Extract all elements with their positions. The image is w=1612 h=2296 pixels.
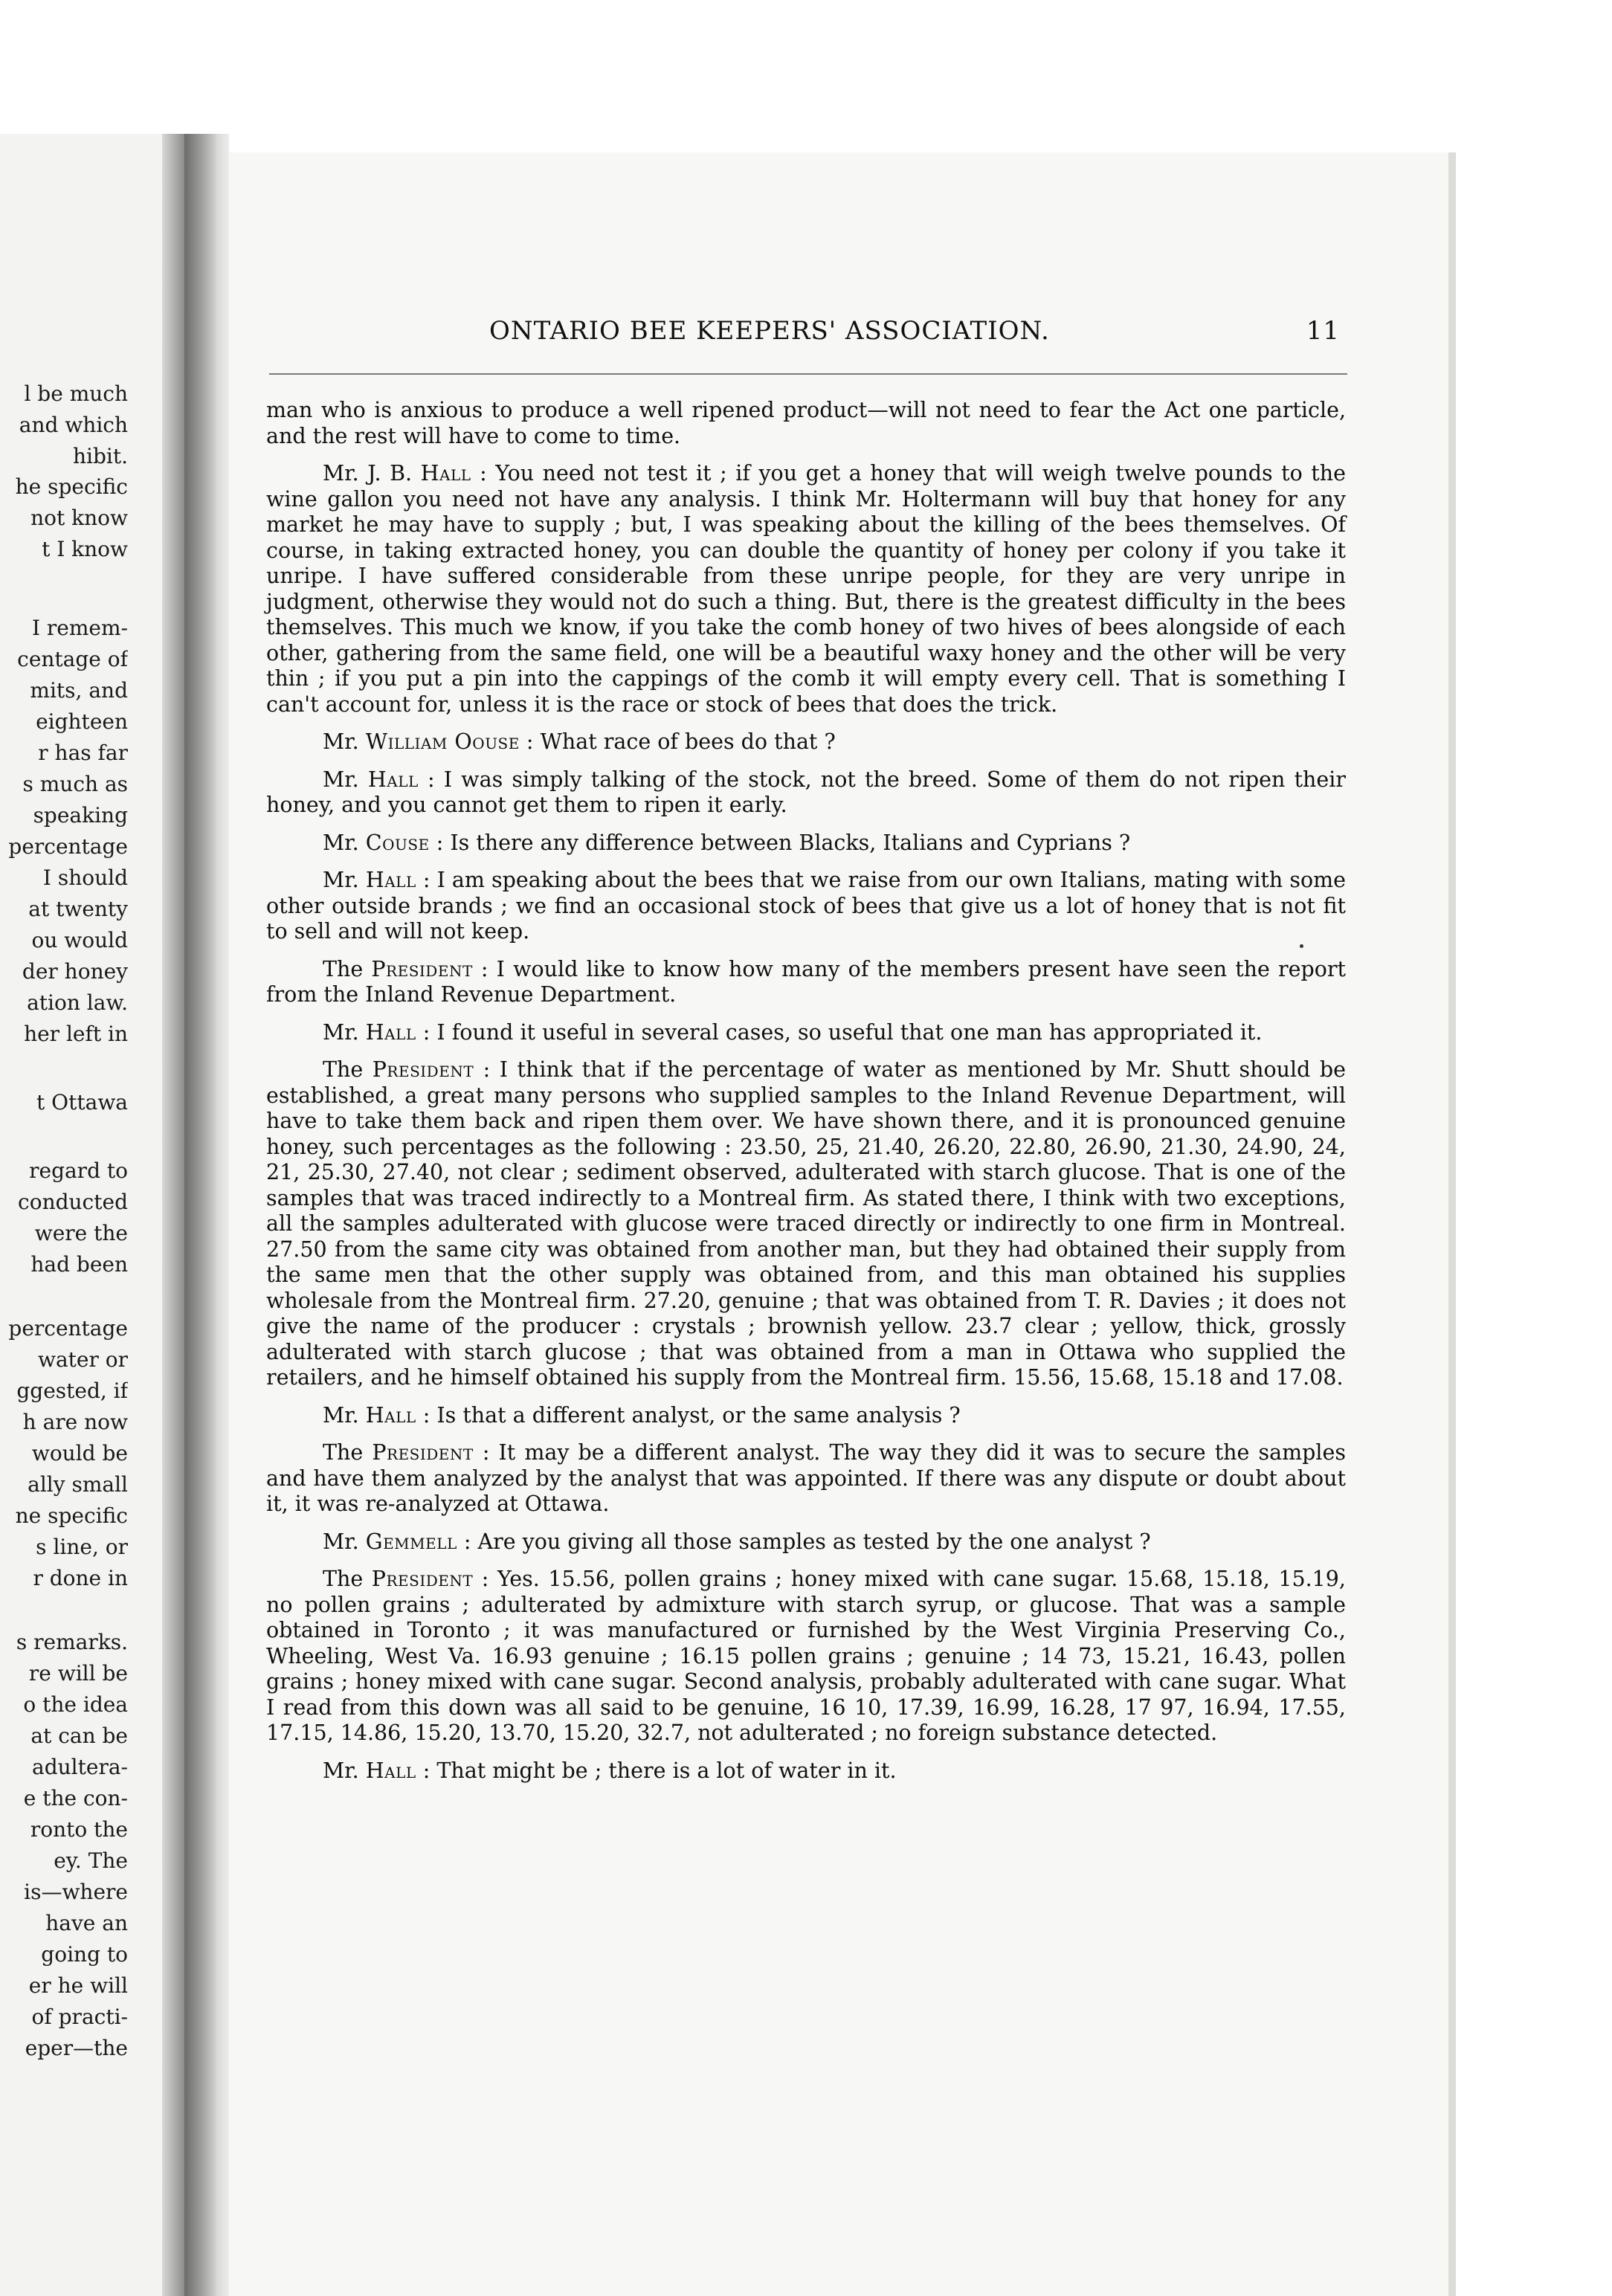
paragraph — [266, 1020, 1346, 1046]
speaker-separator: : — [418, 767, 444, 792]
speaker-prefix: The — [323, 1057, 373, 1082]
left-page-text-fragment: percentage — [8, 1316, 128, 1341]
speaker-separator: : — [472, 956, 497, 981]
left-page-text-fragment: of practi- — [31, 2005, 128, 2029]
paragraph-text: I am speaking about the bees that we raise from our own Italians, mating with some other outside brands ; we find an occasional stock of bees that give us a lot of honey that is not fit to sell and will not keep. — [266, 868, 1346, 944]
left-page-text-fragment: r done in — [33, 1566, 128, 1590]
left-page-text-fragment: centage of — [17, 647, 128, 671]
left-page-text-fragment: ation law. — [27, 990, 128, 1015]
left-page-text-fragment: and which — [19, 413, 128, 437]
paragraph — [266, 831, 1346, 857]
left-page-text-fragment: I remem- — [31, 616, 128, 640]
speaker-name: Gemmell — [365, 1529, 457, 1554]
left-page-text-fragment: water or — [37, 1347, 128, 1372]
speaker-separator: : — [416, 1758, 437, 1783]
left-page-text-fragment: ne specific — [15, 1503, 128, 1528]
left-page-text-fragment: at can be — [30, 1723, 128, 1748]
left-page-text-fragment: t Ottawa — [36, 1090, 128, 1115]
paragraph — [266, 868, 1346, 945]
speaker-name: Hall — [367, 767, 419, 792]
paragraph-text: It may be a different analyst. The way they did it was to secure the samples and have them analyzed by the analyst that was appointed. If there was any dispute or doubt about it, it was re-analyzed at Ottawa. — [266, 1440, 1346, 1516]
speaker-prefix: Mr. J. B. — [323, 461, 421, 486]
paragraph-text: Yes. 15.56, pollen grains ; honey mixed with cane sugar. 15.68, 15.18, 15.19, no pollen grains ; adulterated by admixture with starch syrup, or glucose. That was a sample obtained in Toronto ; it was manufactured or furnished by the West Virginia Preserving Co., Wheeling, West Va. 16.93 genuine ; 16.15 pollen grains ; genuine ; 14 73, 15.21, 16.43, pollen grains ; honey mixed with cane sugar. Second analysis, probably adulterated with cane sugar. What I read from this down was all said to be genuine, 16 10, 17.39, 16.99, 16.28, 17 97, 16.94, 17.55, 17.15, 14.86, 15.20, 13.70, 15.20, 32.7, not adulterated ; no foreign substance detected. — [266, 1567, 1346, 1745]
left-page-text-fragment: re will be — [28, 1661, 128, 1686]
paragraph-text: I would like to know how many of the members present have seen the report from the Inland Revenue Department. — [266, 956, 1346, 1007]
left-page-text-fragment: ggested, if — [16, 1378, 128, 1403]
paragraph — [266, 461, 1346, 718]
speaker-prefix: Mr. — [323, 1019, 366, 1045]
speaker-prefix: The — [323, 1567, 372, 1591]
body-text — [266, 398, 1346, 1796]
left-page-text-fragment: er he will — [28, 1973, 128, 1998]
speaker-name: President — [372, 1440, 474, 1465]
left-page-text-fragment: s line, or — [36, 1535, 128, 1559]
speaker-separator: : — [416, 868, 437, 892]
left-page-text-fragment: ally small — [28, 1472, 128, 1497]
speaker-name: William Oouse — [365, 729, 520, 754]
speaker-name: Hall — [365, 1758, 416, 1783]
speaker-separator: : — [474, 1057, 500, 1082]
speaker-separator: : — [416, 1019, 437, 1045]
left-page-text-fragment: at twenty — [28, 897, 128, 921]
speaker-name: Hall — [420, 461, 471, 486]
paragraph-text: What race of bees do that ? — [540, 729, 836, 754]
paragraph — [266, 1567, 1346, 1747]
left-page-text-fragment: ronto the — [30, 1817, 128, 1842]
speaker-name: President — [371, 1567, 474, 1591]
left-page-text-fragment: l be much — [24, 381, 128, 406]
paragraph — [266, 957, 1346, 1008]
page-title: ONTARIO BEE KEEPERS' ASSOCIATION. — [489, 316, 1050, 346]
speaker-name: Hall — [365, 1402, 416, 1428]
paragraph-text: That might be ; there is a lot of water in it. — [436, 1758, 897, 1783]
speaker-separator: : — [471, 461, 496, 486]
speaker-name: President — [371, 956, 473, 981]
paragraph — [266, 1057, 1346, 1391]
speaker-separator: : — [416, 1402, 437, 1428]
speaker-prefix: Mr. — [323, 729, 366, 754]
left-page-text-fragment: speaking — [33, 803, 128, 828]
left-page-text-fragment: h are now — [22, 1410, 128, 1434]
left-page-text-fragment: I should — [42, 865, 128, 890]
speaker-name: Hall — [365, 868, 416, 892]
book-page — [229, 152, 1456, 2296]
left-page-text-fragment: der honey — [22, 959, 128, 984]
left-page-text-fragment: mits, and — [30, 678, 128, 703]
paragraph — [266, 767, 1346, 819]
paragraph — [266, 1403, 1346, 1429]
book-gutter-edge — [216, 134, 229, 2296]
left-page-text-fragment: were the — [34, 1221, 128, 1245]
left-page-text-fragment: eper—the — [25, 2036, 128, 2060]
left-page-text-fragment: not know — [30, 506, 128, 530]
speaker-prefix: Mr. — [323, 830, 366, 855]
left-page-text-fragment: s much as — [22, 772, 128, 796]
speaker-separator: : — [473, 1567, 497, 1591]
paragraph-text: Is that a different analyst, or the same analysis ? — [436, 1402, 961, 1428]
speaker-separator: : — [457, 1529, 478, 1554]
speaker-separator: : — [429, 830, 451, 855]
left-page-text-fragment: r has far — [38, 741, 128, 765]
left-page-text-fragment: had been — [30, 1252, 128, 1277]
paragraph — [266, 1529, 1346, 1555]
book-gutter-fold — [184, 134, 216, 2296]
left-page-text-fragment: have an — [45, 1911, 128, 1935]
paragraph-text: I found it useful in several cases, so useful that one man has appropriated it. — [436, 1019, 1263, 1045]
speaker-prefix: The — [323, 956, 372, 981]
speaker-prefix: Mr. — [323, 868, 366, 892]
speaker-separator: : — [519, 729, 541, 754]
left-page-text-fragment: ou would — [31, 928, 128, 952]
left-page-text-fragment: her left in — [24, 1022, 128, 1046]
left-page-text-fragment: adultera- — [32, 1755, 128, 1779]
left-page-text-fragment: ey. The — [54, 1848, 128, 1873]
paragraph-text: I was simply talking of the stock, not the breed. Some of them do not ripen their honey, and you cannot get them to ripen it early. — [266, 767, 1346, 817]
paragraph — [266, 398, 1346, 449]
page-number: 11 — [1306, 316, 1340, 346]
paragraph — [266, 729, 1346, 755]
paragraph-text: Is there any difference between Blacks, Italians and Cyprians ? — [450, 830, 1131, 855]
left-page-text-fragment: conducted — [18, 1190, 128, 1214]
left-page-text-fragment: percentage — [8, 834, 128, 859]
speaker-name: Couse — [365, 830, 430, 855]
paragraph-text: You need not test it ; if you get a honey that will weigh twelve pounds to the wine gallon you need not have any analysis. I think Mr. Holtermann will buy that honey for any market he may have to supply ; but, I was speaking about the killing of the bees themselves. Of course, in taking extracted honey, you can double the quantity of honey per colony if you take it unripe. I have suffered considerable from these unripe people, for they are very unripe in judgment, otherwise they would not do such a thing. But, there is the greatest difficulty in the bees themselves. This much we know, if you take the comb honey of two hives of bees alongside of each other, gathering from the same field, one will be a beautiful waxy honey and the other will be very thin ; if you put a pin into the cappings of the comb it will empty every cell. That is something I can't account for, unless it is the race or stock of bees that does the trick. — [266, 461, 1346, 717]
left-page-text-fragment: e the con- — [23, 1786, 128, 1810]
header-rule — [269, 373, 1347, 375]
speaker-prefix: Mr. — [323, 767, 368, 792]
left-page-text-fragment: regard to — [29, 1158, 128, 1183]
speaker-prefix: Mr. — [323, 1758, 366, 1783]
left-page-text-fragment: t I know — [42, 537, 128, 561]
left-page-text-fragment: would be — [31, 1441, 128, 1465]
left-page-text-fragment: eighteen — [36, 709, 128, 734]
left-page-text-fragment: o the idea — [23, 1692, 128, 1717]
paragraph-text: man who is anxious to produce a well ripened product—will not need to fear the Act one particle, and the rest will have to come to time. — [266, 398, 1346, 448]
book-gutter-shadow — [162, 134, 184, 2296]
speaker-name: President — [372, 1057, 474, 1082]
left-page-text-fragment: is—where — [24, 1880, 128, 1904]
speaker-separator: : — [473, 1440, 499, 1465]
speaker-prefix: The — [323, 1440, 373, 1465]
left-page-text-fragment: he specific — [15, 474, 128, 499]
left-page-text-fragment: s remarks. — [16, 1630, 128, 1654]
paragraph — [266, 1440, 1346, 1518]
left-page-text-fragment: going to — [41, 1942, 128, 1967]
left-facing-page — [0, 134, 178, 2296]
paragraph-text: Are you giving all those samples as tested by the one analyst ? — [477, 1529, 1151, 1554]
paragraph — [266, 1758, 1346, 1784]
speaker-prefix: Mr. — [323, 1529, 366, 1554]
speaker-name: Hall — [365, 1019, 416, 1045]
left-page-text-fragment: hibit. — [72, 444, 128, 468]
speaker-prefix: Mr. — [323, 1402, 366, 1428]
paragraph-text: I think that if the percentage of water as mentioned by Mr. Shutt should be established, a great many persons who supplied samples to the Inland Revenue Department, will have to take them back and ripen them over. We have shown there, and it is pronounced genuine honey, such percentages as the following : 23.50, 25, 21.40, 26.20, 22.80, 26.90, 21.30, 24.90, 24, 21, 25.30, 27.40, not clear ; sediment observed, adulterated with starch glucose. That is one of the samples that was traced indirectly to a Montreal firm. As stated there, I think with two exceptions, all the samples adulterated with glucose were traced directly or indirectly to one firm in Montreal. 27.50 from the same city was obtained from another man, but they had obtained their supply from the same men that the other supply was obtained from, and this man obtained his supplies wholesale from the Montreal firm. 27.20, genuine ; that was obtained from T. R. Davies ; it does not give the name of the producer : crystals ; brownish yellow. 23.7 clear ; yellow, thick, grossly adulterated with starch glucose ; that was obtained from a man in Ottawa who supplied the retailers, and he himself obtained his supply from the Montreal firm. 15.56, 15.68, 15.18 and 17.08. — [266, 1057, 1346, 1390]
margin-speck — [1300, 944, 1303, 948]
